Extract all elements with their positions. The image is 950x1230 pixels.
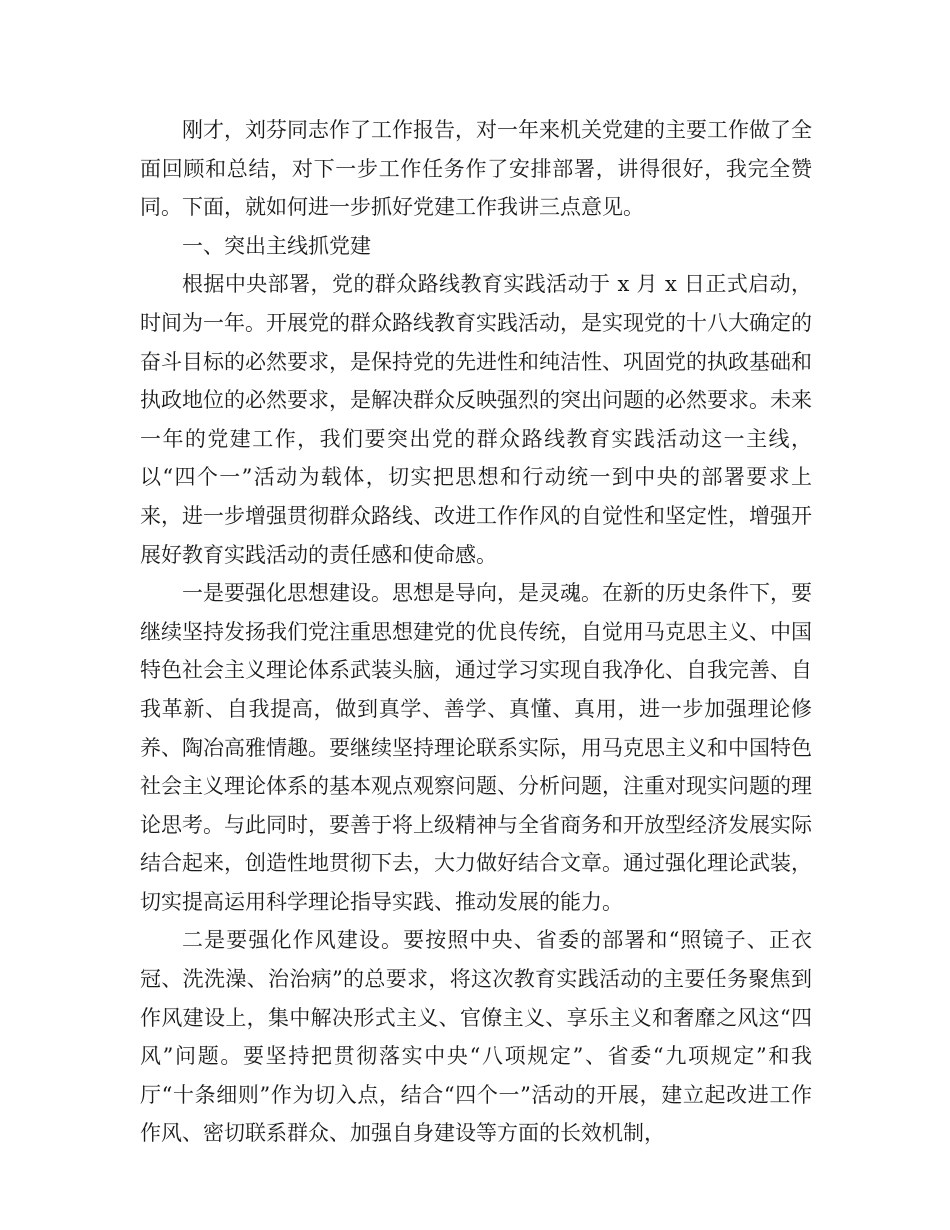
body-paragraph: 根据中央部署，党的群众路线教育实践活动于 x 月 x 日正式启动，时间为一年。开展党的群众路线教育实践活动，是实现党的十八大确定的奋斗目标的必然要求，是保持党的先进性和纯洁性、巩固党的执政基础和执政地位的必然要求，是解决群众反映强烈的突出问题的必然要求。未来一年的党建工作，我们要突出党的群众路线教育实践活动这一主线，以“四个一”活动为载体，切实把思想和行动统一到中央的部署要求上来，进一步增强贯彻群众路线、改进工作作风的自觉性和坚定性，增强开展好教育实践活动的责任感和使命感。 [140, 272, 812, 567]
body-paragraph: 二是要强化作风建设。要按照中央、省委的部署和“照镜子、正衣冠、洗洗澡、治治病”的总要求，将这次教育实践活动的主要任务聚焦到作风建设上，集中解决形式主义、官僚主义、享乐主义和奢靡之风这“四风”问题。要坚持把贯彻落实中央“八项规定”、省委“九项规定”和我厅“十条细则”作为切入点，结合“四个一”活动的开展，建立起改进工作作风、密切联系群众、加强自身建设等方面的长效机制， [140, 928, 812, 1146]
body-paragraph: 一是要强化思想建设。思想是导向，是灵魂。在新的历史条件下，要继续坚持发扬我们党注重思想建党的优良传统，自觉用马克思主义、中国特色社会主义理论体系武装头脑，通过学习实现自我净化、自我完善、自我革新、自我提高，做到真学、善学、真懂、真用，进一步加强理论修养、陶冶高雅情趣。要继续坚持理论联系实际，用马克思主义和中国特色社会主义理论体系的基本观点观察问题、分析问题，注重对现实问题的理论思考。与此同时，要善于将上级精神与全省商务和开放型经济发展实际结合起来，创造性地贯彻下去，大力做好结合文章。通过强化理论武装，切实提高运用科学理论指导实践、推动发展的能力。 [140, 581, 812, 914]
intro-paragraph: 刚才，刘芬同志作了工作报告，对一年来机关党建的主要工作做了全面回顾和总结，对下一步工作任务作了安排部署，讲得很好，我完全赞同。下面，就如何进一步抓好党建工作我讲三点意见。 [140, 118, 812, 220]
document-body [140, 111, 812, 1153]
section-heading: 一、突出主线抓党建 [182, 233, 371, 258]
